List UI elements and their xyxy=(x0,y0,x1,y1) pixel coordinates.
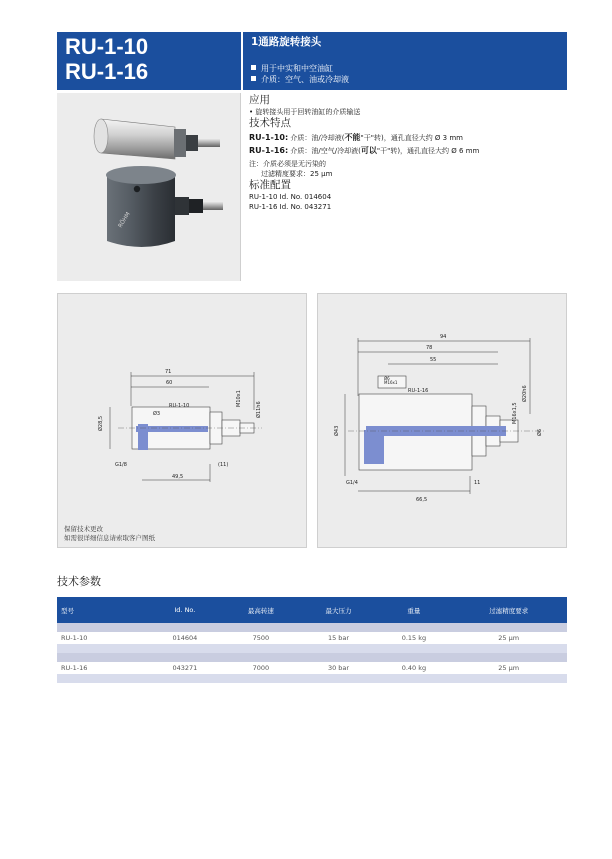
svg-text:Ø28,5: Ø28,5 xyxy=(98,415,104,431)
filter-line: 过滤精度要求：25 µm xyxy=(261,170,333,178)
note-line: 注：介质必须是无污染的 xyxy=(249,160,326,168)
params-title: 技术参数 xyxy=(57,575,101,588)
feature-ru-1-16: RU-1-16: 介质：油/空气/冷却液(可以"干"转)，通孔直径大约 Ø 6 mm xyxy=(249,146,480,155)
drawing-ru-1-10 xyxy=(57,293,307,548)
features-heading: 技术特点 xyxy=(249,117,291,129)
svg-text:M16x1: M16x1 xyxy=(384,380,398,385)
table-row: RU-1-16 043271 7000 30 bar 0.40 kg 25 µm xyxy=(57,662,567,674)
svg-text:94: 94 xyxy=(440,334,447,340)
column-header: 型号 xyxy=(57,597,148,623)
svg-text:Ø20h6: Ø20h6 xyxy=(522,385,528,402)
square-bullet-icon xyxy=(251,76,256,81)
feature-ru-1-10: RU-1-10: 介质：油/冷却液(不能"干"转)，通孔直径大约 Ø 3 mm xyxy=(249,133,463,142)
model-name: RU-1-16 xyxy=(65,59,149,84)
column-header: 重量 xyxy=(377,597,450,623)
application-text: • 旋转接头用于回转油缸的介质输送 xyxy=(249,108,361,116)
model-block xyxy=(57,32,241,90)
svg-text:RU-1-16: RU-1-16 xyxy=(408,388,429,394)
info-section xyxy=(249,94,569,212)
svg-text:RU-1-10: RU-1-10 xyxy=(169,403,190,409)
bullet-item: 用于中实和中空油缸 xyxy=(251,63,559,74)
svg-text:71: 71 xyxy=(165,369,172,375)
svg-text:78: 78 xyxy=(426,345,433,351)
model-name: RU-1-10 xyxy=(65,34,149,59)
column-header: 过滤精度要求 xyxy=(450,597,567,623)
standard-item: RU-1-10 Id. No. 014604 xyxy=(249,193,332,201)
svg-text:Ø6: Ø6 xyxy=(384,376,390,381)
column-header: Id. No. xyxy=(148,597,222,623)
svg-text:66,5: 66,5 xyxy=(416,497,428,503)
application-heading: 应用 xyxy=(249,94,270,106)
table-row: RU-1-10 014604 7500 15 bar 0.15 kg 25 µm xyxy=(57,632,567,644)
svg-text:Ø11h6: Ø11h6 xyxy=(256,401,262,418)
header-band xyxy=(57,32,567,90)
svg-text:Ø3: Ø3 xyxy=(153,411,161,417)
svg-text:Ø6: Ø6 xyxy=(537,428,543,436)
svg-text:G1/8: G1/8 xyxy=(115,462,127,468)
bullet-item: 介质：空气、油或冷却液 xyxy=(251,74,559,85)
column-header: 最大压力 xyxy=(300,597,378,623)
product-photo xyxy=(57,93,241,281)
header-bullets xyxy=(251,63,559,85)
drawing-note: 保留技术更改 如需很详细信息请索取客户图纸 xyxy=(64,525,155,542)
standard-item: RU-1-16 Id. No. 043271 xyxy=(249,203,332,211)
standard-heading: 标准配置 xyxy=(249,179,291,191)
svg-text:M10x1: M10x1 xyxy=(236,390,242,407)
title-block xyxy=(243,32,567,90)
table-header-row xyxy=(57,597,567,623)
column-header: 最高转速 xyxy=(222,597,300,623)
svg-text:RÖHM: RÖHM xyxy=(117,211,132,230)
svg-text:Ø43: Ø43 xyxy=(334,425,340,436)
svg-text:G1/4: G1/4 xyxy=(346,480,358,486)
drawing-ru-1-16 xyxy=(317,293,567,548)
svg-text:55: 55 xyxy=(430,357,437,363)
svg-text:(11): (11) xyxy=(218,462,229,468)
square-bullet-icon xyxy=(251,65,256,70)
svg-text:11: 11 xyxy=(474,480,481,486)
svg-text:49,5: 49,5 xyxy=(172,474,184,480)
params-table xyxy=(57,597,567,683)
svg-text:M16x1,5: M16x1,5 xyxy=(512,402,518,424)
product-title: 1通路旋转接头 xyxy=(251,36,322,48)
svg-text:60: 60 xyxy=(166,380,173,386)
